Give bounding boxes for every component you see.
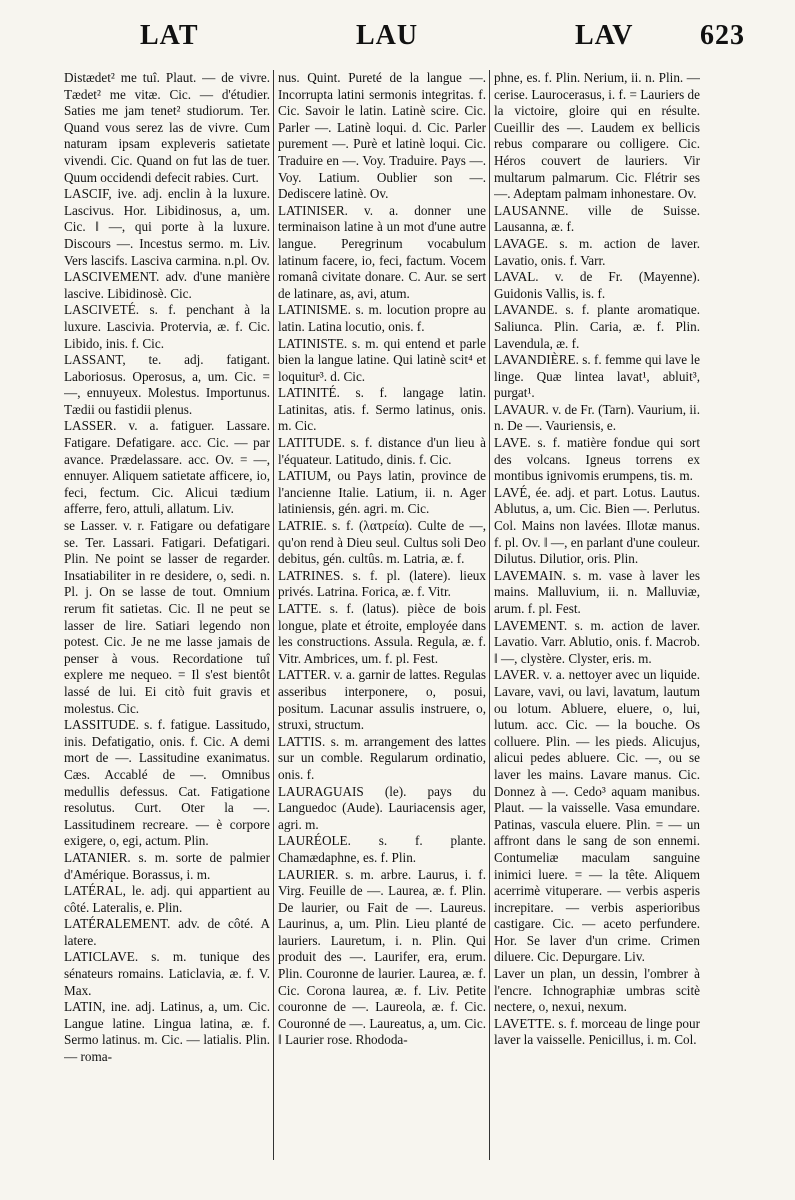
dictionary-entry: LATÉRAL, le. adj. qui appartient au côté. Lateralis, e. Plin. [64,883,270,915]
dictionary-entry: LATANIER. s. m. sorte de palmier d'Amérique. Borassus, i. m. [64,849,270,882]
column-divider [273,70,274,1160]
dictionary-column-2 [278,70,486,1180]
dictionary-entry: LATRIE. s. f. (λατρεία). Culte de —, qu'on rend à Dieu seul. Cultus soli Deo debitus, gén. cultûs. m. Latria, æ. f. [278,518,486,567]
dictionary-entry: LATTE. s. f. (latus). pièce de bois longue, plate et étroite, employée dans les constructions. Assula. Regula, æ. f. Vitr. Ambrices, um. f. pl. Fest. [278,601,486,666]
dictionary-entry: LASCIVETÉ. s. f. penchant à la luxure. Lascivia. Protervia, æ. f. Cic. Libido, inis. f. Cic. [64,302,270,351]
dictionary-entry: LATINISTE. s. m. qui entend et parle bien la langue latine. Qui latinè scit⁴ et loquitur³. d. Cic. [278,335,486,384]
dictionary-entry: LATÉRALEMENT. adv. de côté. A latere. [64,916,270,948]
dictionary-entry: LATTIS. s. m. arrangement des lattes sur un comble. Regularum ordinatio, onis. f. [278,733,486,782]
dictionary-entry: LASCIF, ive. adj. enclin à la luxure. Lascivus. Hor. Libidinosus, a, um. Cic. ‖ —, qui porte à la luxure. Discours —. Incestus sermo. m. Liv. Vers lascifs. Lasciva carmina. n.pl. Ov. [64,186,270,268]
dictionary-entry: LATIN, ine. adj. Latinus, a, um. Cic. Langue latine. Lingua latina, æ. f. Sermo latinus. m. Cic. — latialis. Plin. — roma- [64,999,270,1065]
dictionary-entry: LATRINES. s. f. pl. (latere). lieux privés. Latrina. Forica, æ. f. Vitr. [278,567,486,600]
dictionary-entry: LASSANT, te. adj. fatigant. Laboriosus. Operosus, a, um. Cic. = —, ennuyeux. Molestus. Importunus. Tædii ou fastidii plenus. [64,352,270,417]
dictionary-entry: LASSER. v. a. fatiguer. Lassare. Fatigare. Defatigare. acc. Cic. — par avance. Prædelassare. acc. Ov. = —, ennuyer. Aliquem satietate afficere, io, feci, fectum. Cic. Alicui tædium afferre, fero, attuli, allatum. Liv. [64,418,270,517]
dictionary-entry: LATIUM, ou Pays latin, province de l'ancienne Italie. Latium, ii. n. Ager latiniensis, gén. agri. m. Cic. [278,468,486,517]
running-header [0,20,795,70]
dictionary-entry: Laver un plan, un dessin, l'ombrer à l'encre. Ichnographiæ umbras scitè nectere, o, nexui, nexum. [494,966,700,1015]
dictionary-entry: LATITUDE. s. f. distance d'un lieu à l'équateur. Latitudo, dinis. f. Cic. [278,435,486,467]
dictionary-entry: LAVER. v. a. nettoyer avec un liquide. Lavare, vavi, ou lavi, lavatum, lautum ou lotum. Abluere, eluere, o, lui, lutum. acc. Cic. — la bouche. Os colluere. Plin. — les pieds. Alicujus, alicui pedes abluere. Cic. —, ou se laver les mains. Lavare manus. Cic. Donnez à —. Cedo³ aquam manibus. Plaut. — la vaisselle. Vasa emundare. Patinas, vascula eluere. Plin. = — un affront dans le sang de son ennemi. Contumeliæ maculam sanguine inimici luere. = — la tête. Aliquem acerrimè vituperare. — verbis asperis increpitare. — verbis asperioribus castigare. Cic. — aceto perfundere. Hor. Se laver d'un crime. Crimen diluere. Cic. Depurgare. Liv. [494,667,700,965]
dictionary-entry: LATTER. v. a. garnir de lattes. Regulas asseribus interponere, o, posui, positum. Lacunar assulis instruere, o, struxi, structum. [278,667,486,733]
dictionary-entry: LAURIER. s. m. arbre. Laurus, i. f. Virg. Feuille de —. Laurea, æ. f. Plin. De laurier, ou Fait de —. Laureus. Laurinus, a, um. Plin. Lieu planté de lauriers. Lauretum, i. n. Plin. Qui produit des —. Laurifer, era, erum. Plin. Couronne de laurier. Laurea, æ. f. Cic. Corona laurea, æ. f. Liv. Petite couronne de —. Laureola, æ. f. Cic. Couronné de —. Laureatus, a, um. Cic. ‖ Laurier rose. Rhododa- [278,866,486,1048]
dictionary-entry: LAVAUR. v. de Fr. (Tarn). Vaurium, ii. n. De —. Vauriensis, e. [494,401,700,434]
column-divider [489,70,490,1160]
dictionary-entry: nus. Quint. Pureté de la langue —. Incorrupta latini sermonis integritas. f. Cic. Savoir le latin. Latinè scire. Cic. Parler —. Latinè loqui. d. Cic. Parler purement —. Purè et latinè loqui. Cic. Traduire en —. Voy. Traduire. Pays —. Voy. Latium. Oublier son —. Dediscere latinè. Ov. [278,70,486,202]
dictionary-entry: LAURAGUAIS (le). pays du Languedoc (Aude). Lauriacensis ager, agri. m. [278,783,486,832]
dictionary-entry: LASSITUDE. s. f. fatigue. Lassitudo, inis. Defatigatio, onis. f. Cic. A demi mort de —. Lassitudine exanimatus. Cæs. Accablé de —. Omnibus medullis defessus. Cat. Fatigatione resolutus. Curt. Oter la —. Lassitudinem recreare. — è corpore exigere, o, egi, actum. Plin. [64,717,270,849]
dictionary-entry: LAVANDIÈRE. s. f. femme qui lave le linge. Quæ lintea lavat¹, abluit³, purgat¹. [494,352,700,401]
dictionary-entry: LAUSANNE. ville de Suisse. Lausanna, æ. f. [494,202,700,235]
dictionary-entry: LATINISME. s. m. locution propre au latin. Latina locutio, onis. f. [278,302,486,334]
dictionary-entry: Distædet² me tuî. Plaut. — de vivre. Tædet² me vitæ. Cic. — d'étudier. Saties me jam tenet² studiorum. Ter. Quand vous serez las de vivre. Cum naturam ipsam expleveris satietate vivendi. Cic. Quand on fut las de tuer. Quum occidendi defecit rabies. Curt. [64,70,270,185]
dictionary-entry: LAVANDE. s. f. plante aromatique. Saliunca. Plin. Caria, æ. f. Plin. Lavendula, æ. f. [494,302,700,351]
dictionary-entry: LAURÉOLE. s. f. plante. Chamædaphne, es. f. Plin. [278,833,486,865]
dictionary-entry: LATICLAVE. s. m. tunique des sénateurs romains. Laticlavia, æ. f. V. Max. [64,949,270,998]
dictionary-entry: phne, es. f. Plin. Nerium, ii. n. Plin. — cerise. Laurocerasus, i. f. = Lauriers de la victoire, gloire qui en résulte. Cueillir des —. Laudem ex bellicis rebus comparare ou colligere. Cic. Héros couvert de lauriers. Vir multarum palmarum. Cic. Flétrir ses —. Adeptam palmam inhonestare. Ov. [494,70,700,202]
dictionary-entry: LAVEMAIN. s. m. vase à laver les mains. Malluvium, ii. n. Malluviæ, arum. f. pl. Fest. [494,567,700,616]
header-left-guide-word: LAT [140,20,199,51]
header-right-guide-word: LAV [575,20,634,51]
header-middle-guide-word: LAU [356,20,419,51]
dictionary-entry: LAVAGE. s. m. action de laver. Lavatio, onis. f. Varr. [494,235,700,268]
page-number: 623 [700,20,745,51]
dictionary-column-3 [494,70,700,1180]
dictionary-entry: se Lasser. v. r. Fatigare ou defatigare se. Ter. Lassari. Fatigari. Defatigari. Plin. Ne point se lasser de regarder. Insatiabiliter in re desidere, o, sedi. n. Pl. j. On se lasse de tout. Omnium rerum fit satietas. Cic. Il ne peut se lasser de lire. Satiari legendo non potest. Cic. Je ne me lasse jamais de penser à vous. Recordatione tuî explere me nequeo. = Il s'est bientôt lassé de lui. Ei citò fuit gravis et molestus. Cic. [64,518,270,716]
dictionary-entry: LAVETTE. s. f. morceau de linge pour laver la vaisselle. Penicillus, i. m. Col. [494,1015,700,1048]
dictionary-entry: LAVEMENT. s. m. action de laver. Lavatio. Varr. Ablutio, onis. f. Macrob. ‖ —, clystère. Clyster, eris. m. [494,617,700,666]
dictionary-entry: LATINISER. v. a. donner une terminaison latine à un mot d'une autre langue. Peregrinum vocabulum latinum facere, io, feci, factum. Vocem romanâ civitate donare. C. Aur. se sert de latinare, as, avi, atum. [278,202,486,301]
dictionary-entry: LAVE. s. f. matière fondue qui sort des volcans. Igneus torrens ex montibus ignivomis erumpens, tis. m. [494,435,700,484]
dictionary-column-1 [64,70,270,1180]
dictionary-entry: LASCIVEMENT. adv. d'une manière lascive. Libidinosè. Cic. [64,269,270,301]
dictionary-entry: LAVÉ, ée. adj. et part. Lotus. Lautus. Ablutus, a, um. Cic. Bien —. Perlutus. Col. Mains non lavées. Illotæ manus. f. pl. Ov. ‖ —, en parlant d'une couleur. Dilutus. Dilutior, oris. Plin. [494,484,700,567]
dictionary-entry: LATINITÉ. s. f. langage latin. Latinitas, atis. f. Sermo latinus, onis. m. Cic. [278,385,486,434]
dictionary-entry: LAVAL. v. de Fr. (Mayenne). Guidonis Vallis, is. f. [494,269,700,301]
